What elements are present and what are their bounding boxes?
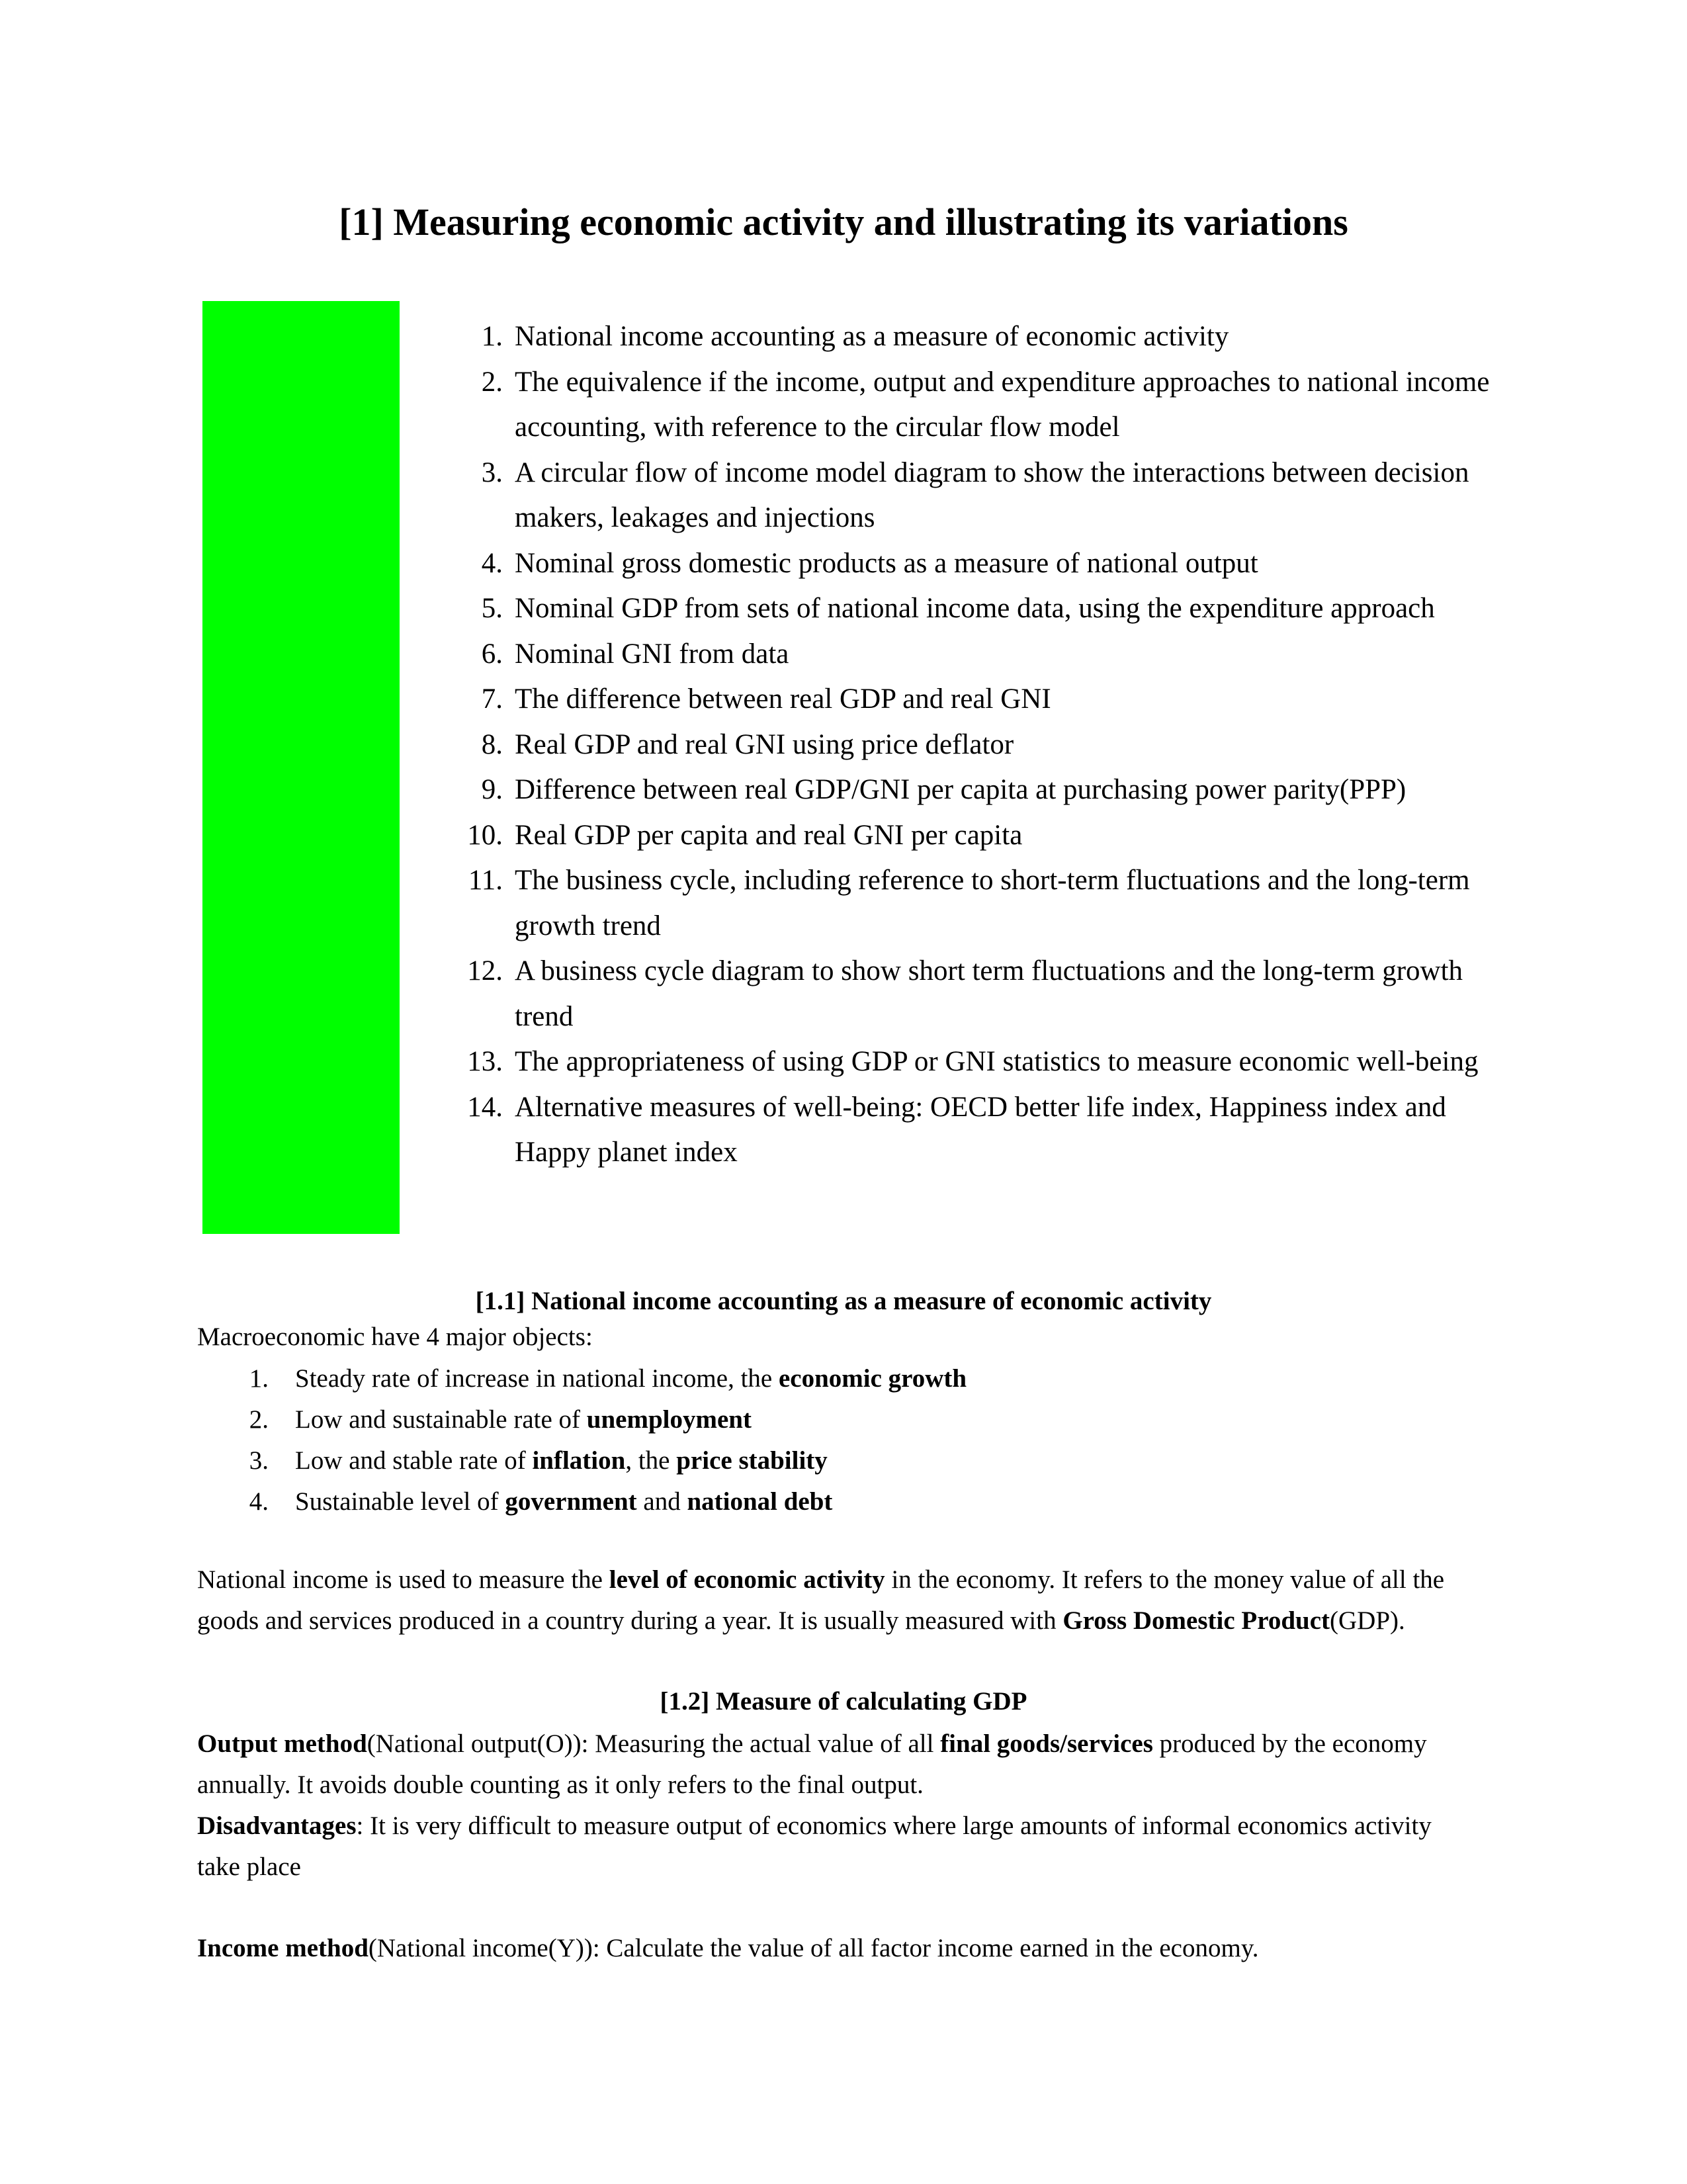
term-label: Income method [197,1934,368,1962]
list-item-text: The business cycle, including reference to short-term fluctuations and the long-term growth trend [515,865,1470,941]
bold-term: level of economic activity [609,1565,885,1594]
list-item [463,586,1495,632]
list-number: 3. [481,457,503,488]
list-number: 2. [481,366,503,398]
bold-term: government [505,1487,637,1516]
list-item [463,632,1495,677]
list-number: 8. [481,728,503,760]
list-number: 3. [249,1446,269,1475]
output-method-paragraph: Output method(National output(O)): Measuring the actual value of all final goods/services produced by the economy annually. It avoids double counting as it only refers to the final output. [197,1729,1427,1799]
list-number: 1. [481,321,503,352]
list-number: 4. [481,547,503,579]
list-item [463,1085,1495,1176]
list-item-text: Real GDP per capita and real GNI per capita [515,819,1023,851]
macro-intro-text: Macroeconomic have 4 major objects: [197,1323,593,1351]
list-number: 7. [481,683,503,715]
bold-term: economic growth [778,1364,967,1393]
list-number: 12. [467,955,503,986]
green-highlight-bar [202,301,400,1234]
objectives-list [238,1358,967,1522]
list-item [463,722,1495,768]
list-item [463,813,1495,859]
list-item-text: Nominal GDP from sets of national income data, using the expenditure approach [515,593,1435,624]
bold-term: Gross Domestic Product [1062,1606,1330,1635]
list-item: 1. Steady rate of increase in national income, the economic growth [238,1358,967,1399]
list-item [463,360,1495,451]
bold-term: final goods/services [940,1729,1153,1758]
term-label: Disadvantages [197,1812,357,1840]
list-number: 6. [481,638,503,670]
list-number: 5. [481,593,503,624]
disadvantages-paragraph: Disadvantages: It is very difficult to measure output of economics where large amounts of informal economics activity take place [197,1812,1432,1881]
list-number: 10. [467,819,503,851]
list-number: 1. [249,1364,269,1393]
list-item-text: The appropriateness of using GDP or GNI statistics to measure economic well-being [515,1046,1479,1077]
list-number: 4. [249,1487,269,1516]
list-number: 14. [467,1091,503,1123]
list-item [463,541,1495,587]
page-title: [1] Measuring economic activity and illustrating its variations [339,200,1348,243]
list-item-text: National income accounting as a measure of economic activity [515,321,1229,352]
income-method-paragraph: Income method(National income(Y)): Calculate the value of all factor income earned in the economy. [197,1934,1259,1962]
list-item-text: Nominal gross domestic products as a measure of national output [515,547,1258,579]
list-item [463,451,1495,541]
list-item [463,314,1495,360]
list-item-text: Real GDP and real GNI using price deflator [515,728,1014,760]
bold-term: national debt [687,1487,833,1516]
term-label: Output method [197,1729,367,1758]
list-item-text: Nominal GNI from data [515,638,789,670]
list-number: 2. [249,1405,269,1434]
bold-term: inflation [532,1446,626,1475]
list-item [463,1039,1495,1085]
list-item-text: A circular flow of income model diagram to show the interactions between decision makers, leakages and injections [515,457,1469,533]
list-item [463,677,1495,722]
list-item [463,767,1495,813]
list-item [463,949,1495,1039]
list-item: 3. Low and stable rate of inflation, the price stability [238,1440,967,1481]
topic-list [463,314,1495,1176]
list-item-text: The difference between real GDP and real GNI [515,683,1051,715]
list-item: 2. Low and sustainable rate of unemployment [238,1399,967,1440]
list-item-text: Difference between real GDP/GNI per capita at purchasing power parity(PPP) [515,774,1406,805]
list-item: 4. Sustainable level of government and national debt [238,1481,967,1522]
bold-term: price stability [676,1446,828,1475]
bold-term: unemployment [586,1405,752,1434]
list-number: 9. [481,774,503,805]
list-item-text: The equivalence if the income, output and expenditure approaches to national income accounting, with reference to the circular flow model [515,366,1490,443]
list-number: 11. [468,865,503,896]
list-number: 13. [467,1046,503,1077]
national-income-paragraph: National income is used to measure the level of economic activity in the economy. It refers to the money value of all the goods and services produced in a country during a year. It is usually measured with Gross Domestic Product(GDP). [197,1565,1445,1635]
list-item-text: A business cycle diagram to show short term fluctuations and the long-term growth trend [515,955,1463,1032]
section-heading-1-2: [1.2] Measure of calculating GDP [660,1687,1027,1716]
section-heading-1-1: [1.1] National income accounting as a measure of economic activity [475,1287,1212,1315]
list-item [463,858,1495,949]
list-item-text: Alternative measures of well-being: OECD better life index, Happiness index and Happy planet index [515,1091,1446,1168]
